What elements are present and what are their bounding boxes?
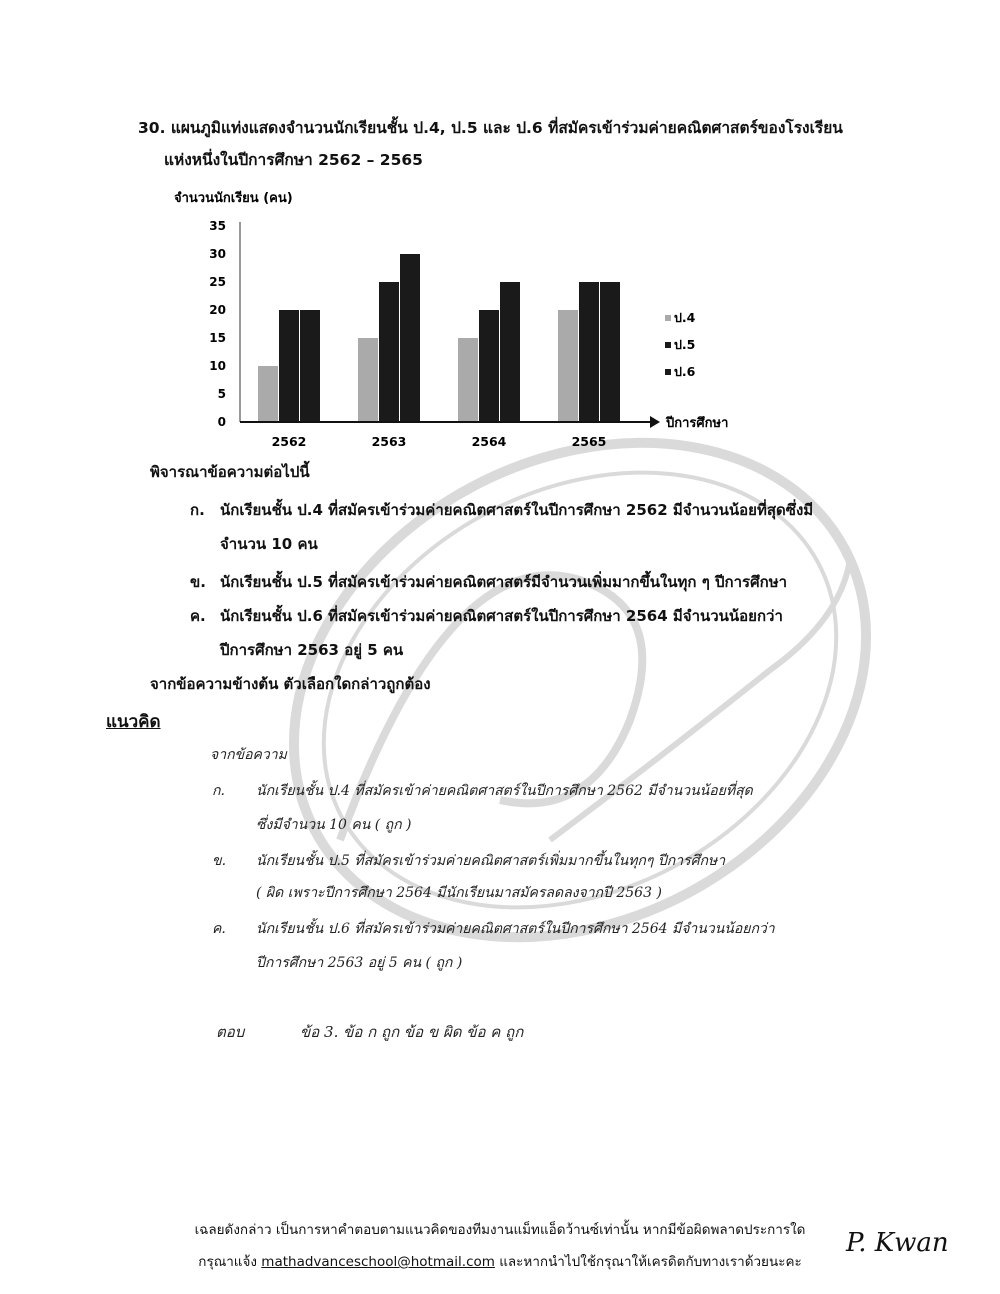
statement-text: นักเรียนชั้น ป.6 ที่สมัครเข้าร่วมค่ายคณิตศาสตร์ในปีการศึกษา 2564 มีจำนวนน้อยกว่า <box>220 607 783 625</box>
x-tick-label: 2562 <box>271 434 307 449</box>
solution-text-cont: ปีการศึกษา 2563 อยู่ 5 คน ( ถูก ) <box>256 955 463 971</box>
footer-line2-end: และหากนำไปใช้กรุณาให้เครดิตกับทางเราด้วยนะคะ <box>494 1254 802 1270</box>
y-axis-ticks <box>209 219 226 429</box>
bar-chart <box>160 182 780 462</box>
y-tick-label: 0 <box>217 415 226 429</box>
y-tick-label: 15 <box>209 331 226 345</box>
y-tick-label: 10 <box>209 359 226 373</box>
solution-letter: ข. <box>212 853 227 869</box>
legend-swatch <box>665 342 671 348</box>
bar-ป.6-2563 <box>400 254 420 422</box>
question-ask: จากข้อความข้างต้น ตัวเลือกใดกล่าวถูกต้อง <box>150 675 431 693</box>
x-tick-label: 2564 <box>471 434 507 449</box>
question-title-line2: แห่งหนึ่งในปีการศึกษา 2562 – 2565 <box>164 151 423 169</box>
legend <box>665 310 696 379</box>
y-tick-label: 20 <box>209 303 226 317</box>
bar-ป.4-2564 <box>458 338 478 422</box>
legend-swatch <box>665 369 671 375</box>
x-axis-label: ปีการศึกษา <box>666 416 729 431</box>
statement-text: นักเรียนชั้น ป.5 ที่สมัครเข้าร่วมค่ายคณิตศาสตร์มีจำนวนเพิ่มมากขึ้นในทุก ๆ ปีการศึกษา <box>220 573 788 591</box>
legend-label: ป.6 <box>674 364 696 379</box>
solution-text: นักเรียนชั้น ป.5 ที่สมัครเข้าร่วมค่ายคณิตศาสตร์เพิ่มมากขึ้นในทุกๆ ปีการศึกษา <box>256 853 726 869</box>
contact-email-link[interactable]: mathadvanceschool@hotmail.com <box>261 1254 495 1270</box>
legend-swatch <box>665 315 671 321</box>
bar-ป.6-2564 <box>500 282 520 422</box>
x-axis-ticks <box>272 434 607 449</box>
footer-note <box>160 1214 840 1278</box>
bar-ป.6-2562 <box>300 310 320 422</box>
bar-ป.5-2564 <box>479 310 499 422</box>
solution-letter: ก. <box>212 783 225 799</box>
statement-letter: ค. <box>190 607 206 625</box>
footer-line2 <box>160 1246 840 1278</box>
bar-ป.4-2565 <box>558 310 578 422</box>
y-axis-label: จำนวนนักเรียน (คน) <box>174 191 293 206</box>
solution-text: นักเรียนชั้น ป.4 ที่สมัครเข้าค่ายคณิตศาสตร์ในปีการศึกษา 2562 มีจำนวนน้อยที่สุด <box>256 783 753 799</box>
solution-letter: ค. <box>212 921 226 937</box>
bar-ป.5-2565 <box>579 282 599 422</box>
solution-text-cont: ( ผิด เพราะปีการศึกษา 2564 มีนักเรียนมาสมัครลดลงจากปี 2563 ) <box>256 885 662 901</box>
y-tick-label: 35 <box>209 219 226 233</box>
footer-line2-start: กรุณาแจ้ง <box>198 1254 262 1270</box>
answer-label: ตอบ <box>216 1023 245 1041</box>
bars <box>258 254 620 422</box>
solution-intro: จากข้อความ <box>210 747 287 763</box>
statement-letter: ก. <box>190 501 205 519</box>
consider-prompt: พิจารณาข้อความต่อไปนี้ <box>150 463 310 481</box>
footer-line1: เฉลยดังกล่าว เป็นการหาคำตอบตามแนวคิดของทีมงานแม็ทแอ็ดว้านซ์เท่านั้น หากมีข้อผิดพลาดประการใด <box>194 1222 806 1238</box>
bar-ป.5-2562 <box>279 310 299 422</box>
solution-text: นักเรียนชั้น ป.6 ที่สมัครเข้าร่วมค่ายคณิตศาสตร์ในปีการศึกษา 2564 มีจำนวนน้อยกว่า <box>256 921 775 937</box>
bar-ป.4-2562 <box>258 366 278 422</box>
x-tick-label: 2565 <box>571 434 607 449</box>
bar-ป.6-2565 <box>600 282 620 422</box>
y-tick-label: 25 <box>209 275 226 289</box>
bar-ป.4-2563 <box>358 338 378 422</box>
y-tick-label: 30 <box>209 247 226 261</box>
x-axis-arrow-icon <box>650 416 660 428</box>
legend-label: ป.4 <box>674 310 696 325</box>
solution-heading: แนวคิด <box>106 712 161 732</box>
signature: P. Kwan <box>846 1228 949 1258</box>
answer-text: ข้อ 3. ข้อ ก ถูก ข้อ ข ผิด ข้อ ค ถูก <box>300 1023 524 1041</box>
legend-label: ป.5 <box>674 337 696 352</box>
question-title <box>138 112 898 176</box>
statement-letter: ข. <box>190 573 206 591</box>
y-tick-label: 5 <box>217 387 226 401</box>
question-title-line1: 30. แผนภูมิแท่งแสดงจำนวนนักเรียนชั้น ป.4, ป.5 และ ป.6 ที่สมัครเข้าร่วมค่ายคณิตศาสตร์ของโรงเรียน <box>138 119 843 137</box>
solution-text-cont: ซึ่งมีจำนวน 10 คน ( ถูก ) <box>256 817 412 833</box>
x-tick-label: 2563 <box>371 434 407 449</box>
statement-text: นักเรียนชั้น ป.4 ที่สมัครเข้าร่วมค่ายคณิตศาสตร์ในปีการศึกษา 2562 มีจำนวนน้อยที่สุดซึ่งมี <box>220 501 814 519</box>
bar-ป.5-2563 <box>379 282 399 422</box>
statement-text-cont: ปีการศึกษา 2563 อยู่ 5 คน <box>220 641 404 659</box>
statement-text-cont: จำนวน 10 คน <box>220 535 318 553</box>
